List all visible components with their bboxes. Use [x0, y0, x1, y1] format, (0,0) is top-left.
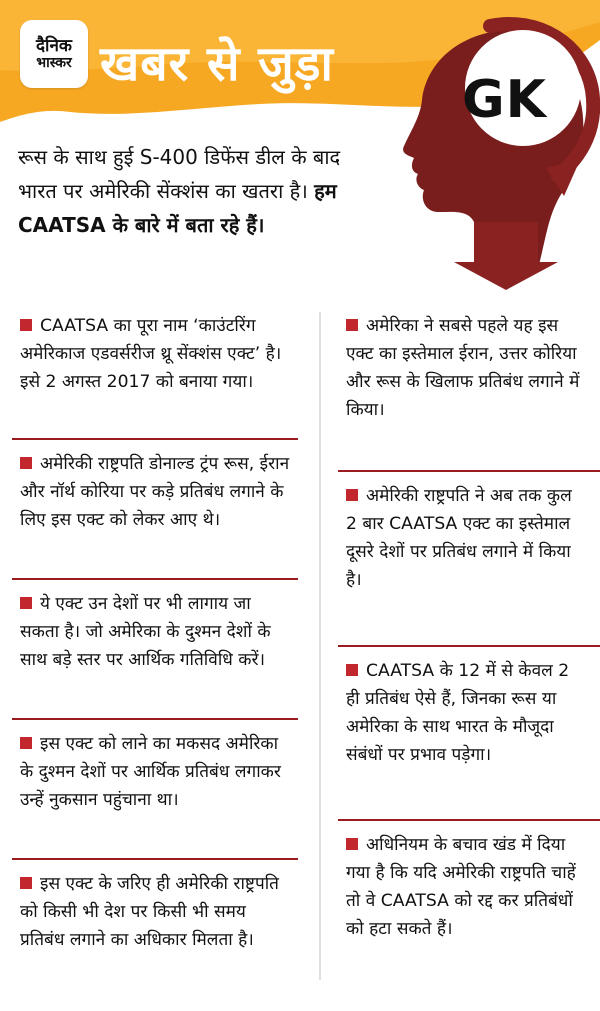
intro-plain: रूस के साथ हुई S-400 डिफेंस डील के बाद भारत पर अमेरिकी सेंक्शंस का खतरा है।	[18, 145, 341, 203]
bullet-square-icon	[20, 737, 32, 749]
dainik-bhaskar-logo	[20, 20, 88, 88]
page-title: खबर से जुड़ा	[100, 36, 334, 92]
item-separator	[338, 819, 600, 821]
item-separator	[12, 578, 298, 580]
item-text: ये एक्ट उन देशों पर भी लागाय जा सकता है। जो अमेरिका के दुश्मन देशों के साथ बड़े स्तर पर आर्थिक गतिविधि करें।	[20, 594, 271, 670]
gk-badge: GK	[462, 70, 547, 130]
bullet-square-icon	[346, 838, 358, 850]
bullet-square-icon	[20, 877, 32, 889]
list-item	[20, 312, 290, 396]
logo-line1: दैनिक	[36, 36, 72, 56]
item-text: इस एक्ट को लाने का मकसद अमेरिका के दुश्मन देशों पर आर्थिक प्रतिबंध लगाकर उन्हें नुकसान पहुंचाना था।	[20, 734, 281, 810]
item-text: अमेरिका ने सबसे पहले यह इस एक्ट का इस्तेमाल ईरान, उत्तर कोरिया और रूस के खिलाफ प्रतिबंध लगाने में किया।	[346, 316, 580, 420]
list-item	[20, 450, 290, 534]
column-divider	[319, 312, 321, 980]
bullet-square-icon	[346, 319, 358, 331]
bullet-square-icon	[20, 319, 32, 331]
list-item	[346, 831, 586, 943]
item-separator	[12, 718, 298, 720]
logo-line2: भास्कर	[36, 55, 72, 71]
item-text: अधिनियम के बचाव खंड में दिया गया है कि यदि अमेरिकी राष्ट्रपति चाहें तो वे CAATSA को रद्द कर प्रतिबंधों को हटा सकते हैं।	[346, 835, 576, 939]
bullet-square-icon	[346, 489, 358, 501]
item-text: अमेरिकी राष्ट्रपति डोनाल्ड ट्रंप रूस, ईरान और नॉर्थ कोरिया पर कड़े प्रतिबंध लगाने के लिए इस एक्ट को लेकर आए थे।	[20, 454, 290, 530]
item-text: इस एक्ट के जरिए ही अमेरिकी राष्ट्रपति को किसी भी देश पर किसी भी समय प्रतिबंध लगाने का अधिकार मिलता है।	[20, 874, 279, 950]
list-item	[346, 657, 586, 769]
item-text: CAATSA के 12 में से केवल 2 ही प्रतिबंध ऐसे हैं, जिनका रूस या अमेरिका के साथ भारत के मौजूदा संबंधों पर प्रभाव पड़ेगा।	[346, 661, 570, 765]
intro-bold: हम CAATSA के बारे में बता रहे हैं।	[18, 179, 337, 237]
item-text: अमेरिकी राष्ट्रपति ने अब तक कुल 2 बार CAATSA एक्ट का इस्तेमाल दूसरे देशों पर प्रतिबंध लगाने में किया है।	[346, 486, 572, 590]
list-item	[20, 870, 290, 954]
bullet-square-icon	[20, 457, 32, 469]
list-item	[20, 590, 290, 674]
item-text: CAATSA का पूरा नाम ‘काउंटरिंग अमेरिकाज एडवर्सरीज थ्रू सेंक्शंस एक्ट’ है। इसे 2 अगस्त 2017 को बनाया गया।	[20, 316, 282, 392]
item-separator	[12, 858, 298, 860]
list-item	[346, 482, 586, 594]
item-separator	[338, 645, 600, 647]
intro-text	[18, 140, 373, 242]
head-silhouette-arrow-icon	[388, 0, 600, 300]
bullet-square-icon	[346, 664, 358, 676]
bullet-square-icon	[20, 597, 32, 609]
list-item	[346, 312, 586, 424]
item-separator	[12, 438, 298, 440]
item-separator	[338, 470, 600, 472]
list-item	[20, 730, 290, 814]
